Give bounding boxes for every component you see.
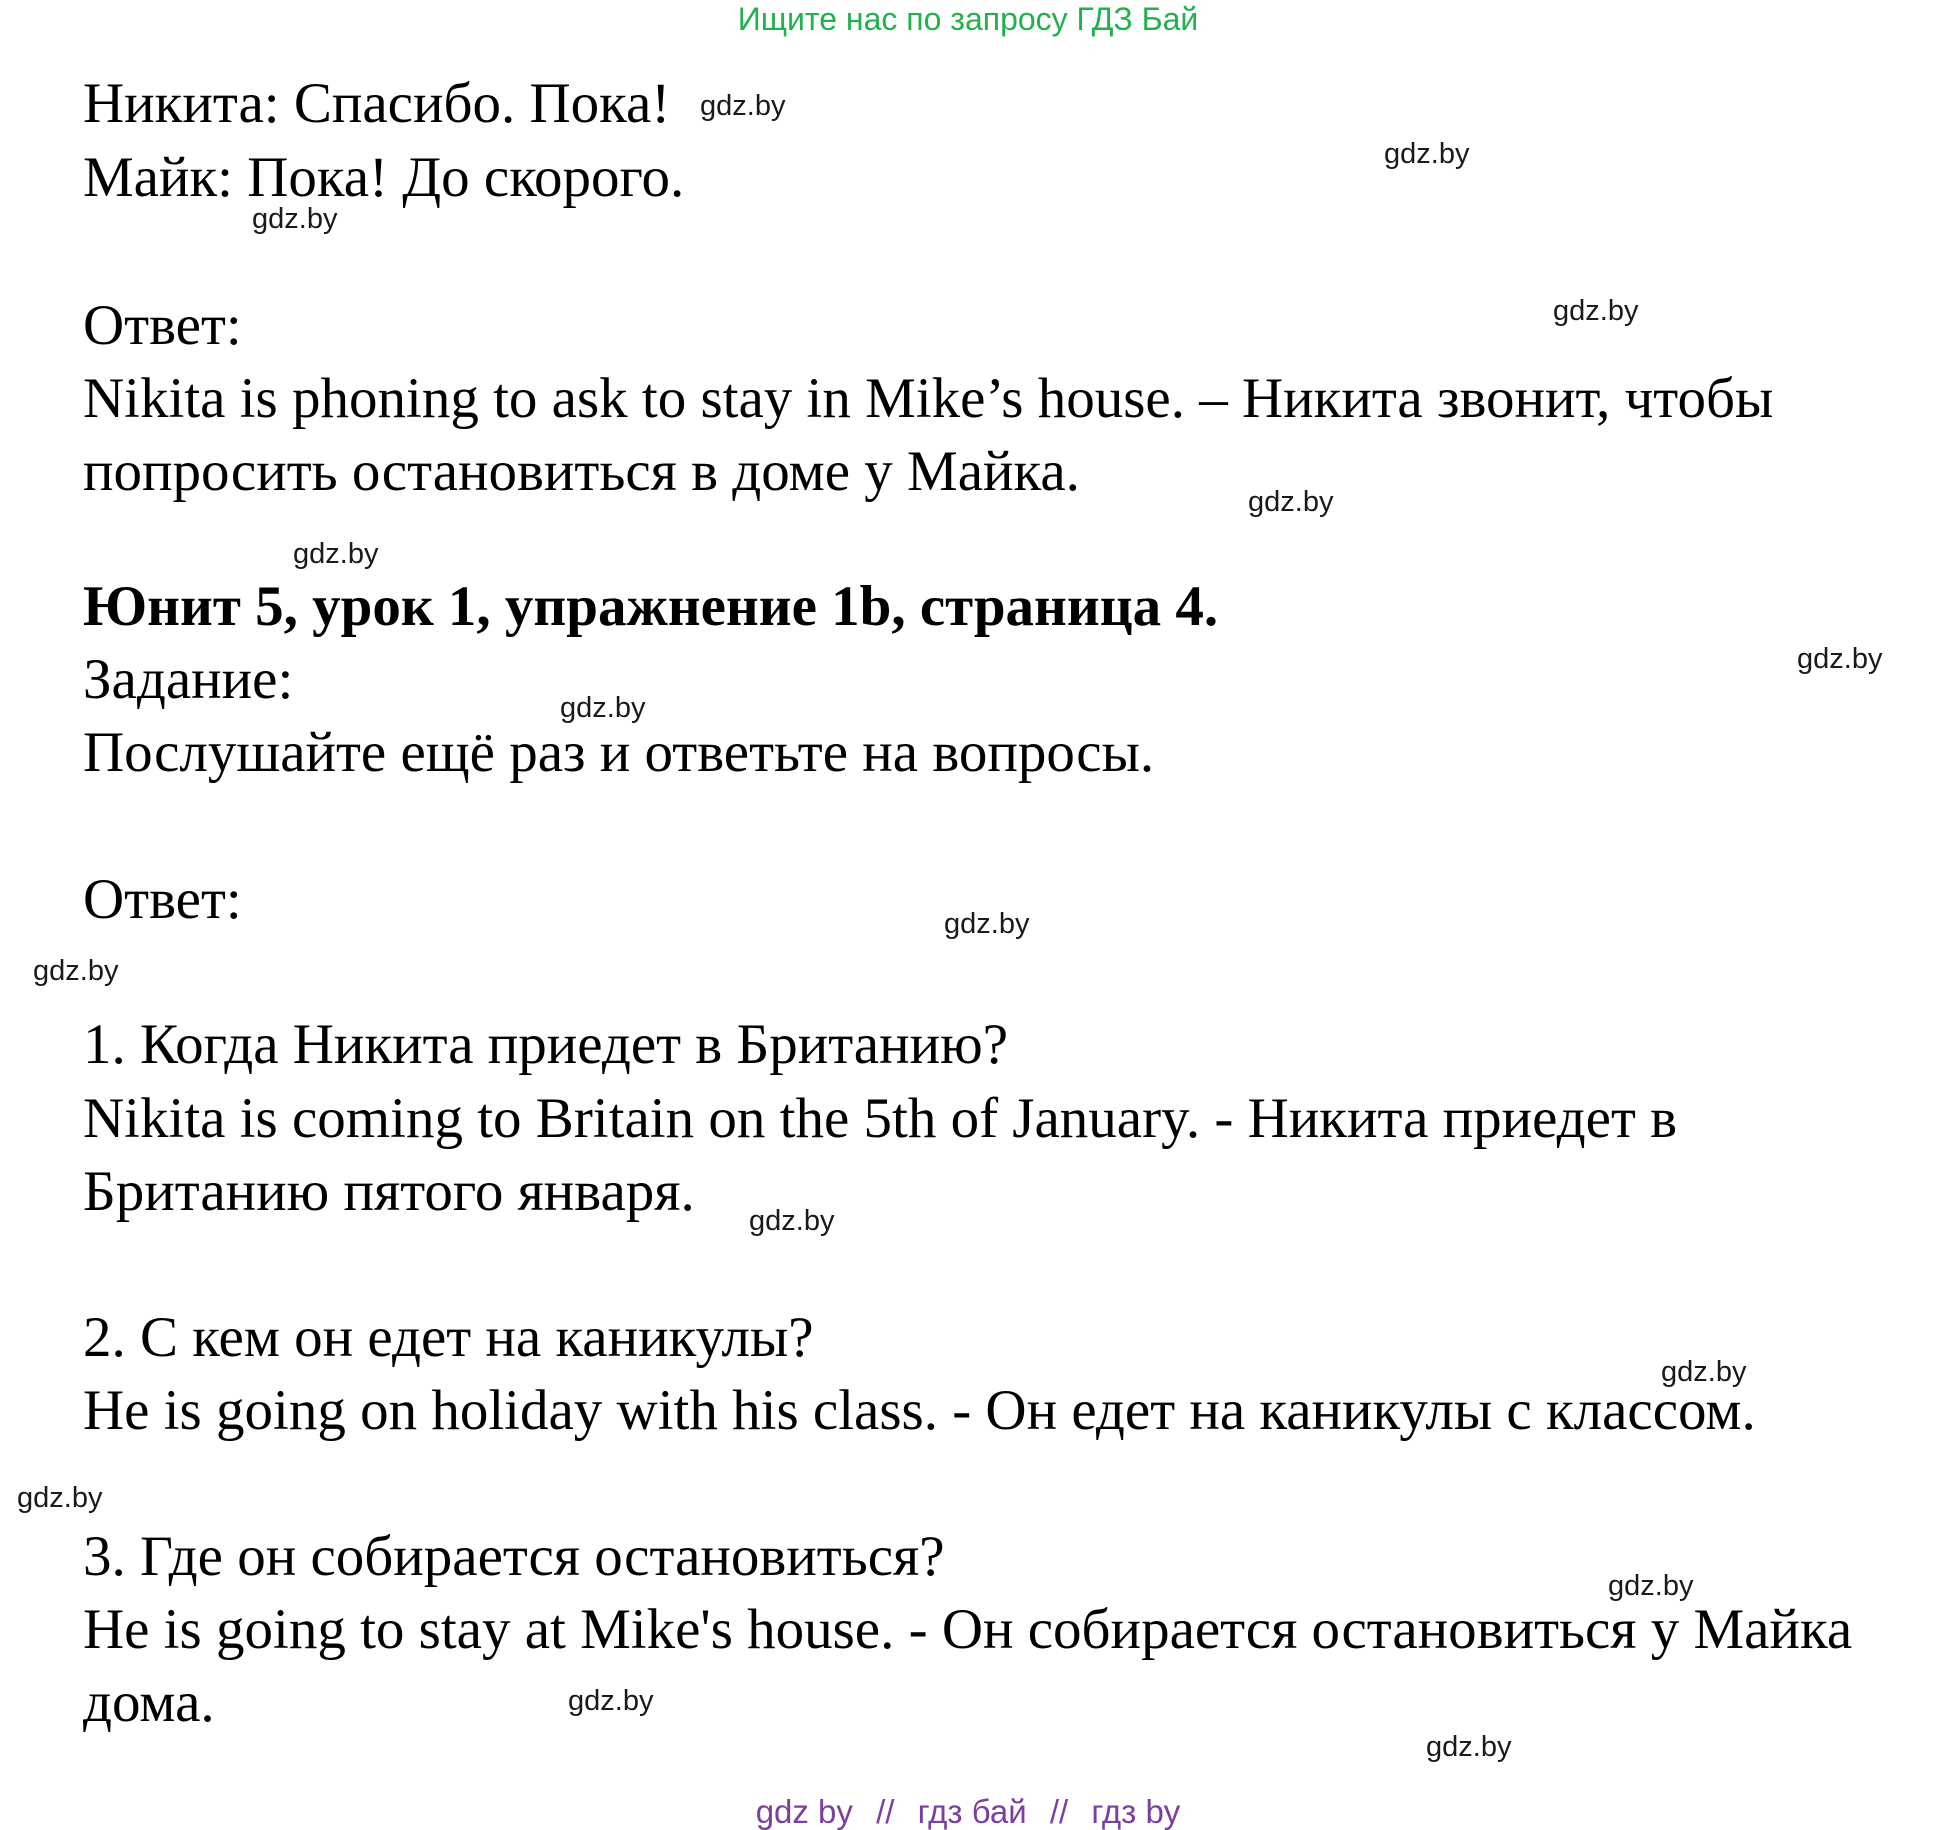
watermark: gdz.by: [1797, 643, 1883, 675]
footer-link-gdz-by-cyr[interactable]: гдз by: [1091, 1793, 1181, 1830]
answer-label-2: Ответ:: [83, 868, 242, 931]
answer-text-1-line-2: попросить остановиться в доме у Майка.: [83, 440, 1080, 503]
watermark: gdz.by: [560, 692, 646, 724]
footer-separator: //: [876, 1793, 895, 1830]
footer-links: [0, 1795, 1936, 1828]
watermark: gdz.by: [33, 955, 119, 987]
search-banner: Ищите нас по запросу ГДЗ Бай: [737, 1, 1199, 37]
answer-2: He is going on holiday with his class. - Он едет на каникулы с классом.: [83, 1379, 1756, 1442]
watermark: gdz.by: [252, 203, 338, 235]
watermark: gdz.by: [1608, 1570, 1694, 1602]
task-text: Послушайте ещё раз и ответьте на вопросы.: [83, 721, 1155, 784]
watermark: gdz.by: [1553, 295, 1639, 327]
watermark: gdz.by: [1384, 138, 1470, 170]
watermark: gdz.by: [1426, 1731, 1512, 1763]
watermark: gdz.by: [293, 538, 379, 570]
exercise-heading: Юнит 5, урок 1, упражнение 1b, страница 4.: [83, 575, 1219, 638]
task-label: Задание:: [83, 648, 294, 711]
watermark: gdz.by: [1248, 486, 1334, 518]
dialog-line-mike: Майк: Пока! До скорого.: [83, 146, 685, 209]
footer-link-gdz-bai[interactable]: гдз бай: [917, 1793, 1027, 1830]
watermark: gdz.by: [749, 1205, 835, 1237]
footer-link-gdz-by[interactable]: gdz by: [755, 1793, 853, 1830]
answer-text-1-line-1: Nikita is phoning to ask to stay in Mike’s house. – Никита звонит, чтобы: [83, 367, 1774, 430]
answer-1-line-2: Британию пятого января.: [83, 1160, 695, 1223]
question-2: 2. С кем он едет на каникулы?: [83, 1306, 814, 1369]
question-3: 3. Где он собирается остановиться?: [83, 1525, 945, 1588]
answer-3-line-1: He is going to stay at Mike's house. - Он собирается остановиться у Майка: [83, 1598, 1853, 1661]
dialog-line-nikita: Никита: Спасибо. Пока!: [83, 72, 671, 135]
question-1: 1. Когда Никита приедет в Британию?: [83, 1013, 1008, 1076]
watermark: gdz.by: [17, 1482, 103, 1514]
watermark: gdz.by: [1661, 1356, 1747, 1388]
watermark: gdz.by: [568, 1685, 654, 1717]
watermark: gdz.by: [700, 90, 786, 122]
answer-3-line-2: дома.: [83, 1671, 215, 1734]
watermark: gdz.by: [944, 908, 1030, 940]
answer-label-1: Ответ:: [83, 294, 242, 357]
footer-separator: //: [1049, 1793, 1069, 1830]
answer-1-line-1: Nikita is coming to Britain on the 5th of January. - Никита приедет в: [83, 1087, 1678, 1150]
